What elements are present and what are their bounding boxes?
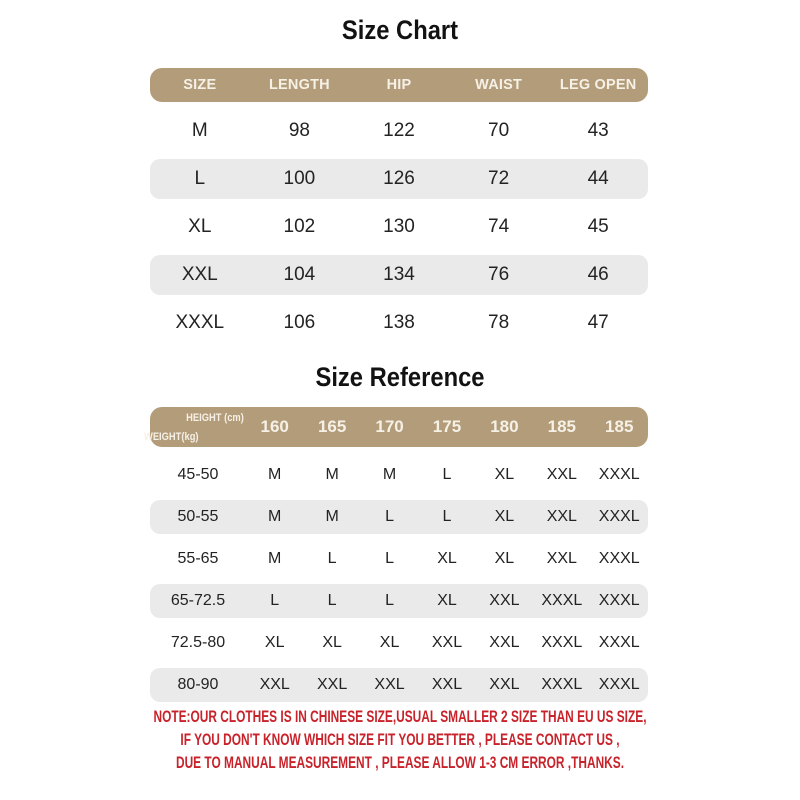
height-col-185a: 185 <box>547 417 576 436</box>
note-line-3: DUE TO MANUAL MEASUREMENT , PLEASE ALLOW 1-3 CM ERROR ,THANKS. <box>175 753 625 772</box>
size-chart-title: Size Chart <box>341 15 459 45</box>
size-value: XXL <box>317 676 348 693</box>
size-value: XXL <box>374 676 405 693</box>
height-col-175: 175 <box>432 417 462 436</box>
height-col-180: 180 <box>490 417 519 436</box>
size-cell: M <box>191 120 208 141</box>
size-reference-header-row <box>144 407 648 447</box>
size-chart-table <box>150 68 648 351</box>
leg-open-cell: 45 <box>587 216 609 237</box>
size-value: XXXL <box>541 634 583 651</box>
reference-row-80-90 <box>150 668 648 702</box>
note-line-1: NOTE:OUR CLOTHES IS IN CHINESE SIZE,USUAL SMALLER 2 SIZE THAN EU US SIZE, <box>153 707 647 726</box>
size-chart-header-row <box>150 68 648 102</box>
size-value: M <box>268 508 282 525</box>
size-value: XL <box>437 550 457 567</box>
weight-range-label: 55-65 <box>177 550 219 567</box>
size-value: L <box>442 508 452 525</box>
table-row-xl <box>150 207 648 247</box>
waist-cell: 72 <box>488 168 510 189</box>
size-cell: XXXL <box>175 312 225 333</box>
size-value: M <box>382 466 397 483</box>
waist-cell: 78 <box>488 312 510 333</box>
size-value: XXXL <box>598 466 640 483</box>
size-value: XXL <box>259 676 290 693</box>
size-value: XXXL <box>541 676 583 693</box>
weight-range-label: 72.5-80 <box>170 634 226 651</box>
waist-cell: 76 <box>488 264 510 285</box>
size-value: XXL <box>546 466 577 483</box>
reference-row-55-65 <box>150 542 648 576</box>
size-chart-body <box>150 111 648 343</box>
waist-cell: 74 <box>488 216 510 237</box>
size-cell: L <box>194 168 206 189</box>
size-value: XXXL <box>598 676 640 693</box>
table-row-xxxl <box>150 303 648 343</box>
size-value: XXL <box>546 550 577 567</box>
size-value: XL <box>494 466 515 483</box>
hip-cell: 134 <box>383 264 415 285</box>
height-col-170: 170 <box>375 417 404 436</box>
size-value: XXXL <box>541 592 583 609</box>
header-waist: WAIST <box>475 77 523 93</box>
size-value: XXL <box>431 634 463 651</box>
size-value: XL <box>264 634 285 651</box>
table-row-m <box>150 111 648 151</box>
height-col-160: 160 <box>260 417 289 436</box>
hip-cell: 138 <box>383 312 415 333</box>
note-line-2: IF YOU DON'T KNOW WHICH SIZE FIT YOU BETTER , PLEASE CONTACT US , <box>180 730 620 749</box>
waist-cell: 70 <box>488 120 510 141</box>
size-value: M <box>325 508 339 525</box>
hip-cell: 130 <box>383 216 415 237</box>
header-size: SIZE <box>183 77 217 93</box>
height-col-185b: 185 <box>605 417 634 436</box>
size-value: M <box>268 466 282 483</box>
size-value: L <box>385 508 394 525</box>
reference-row-65-72-5 <box>150 584 648 618</box>
size-value: XL <box>379 634 400 651</box>
size-value: XXXL <box>598 634 640 651</box>
hip-cell: 126 <box>383 168 415 189</box>
size-reference-title: Size Reference <box>315 362 485 392</box>
leg-open-cell: 44 <box>587 168 609 189</box>
leg-open-cell: 43 <box>587 120 609 141</box>
size-value: L <box>270 592 280 609</box>
table-row-xxl <box>150 255 648 295</box>
size-value: M <box>268 550 282 567</box>
size-value: L <box>385 550 394 567</box>
reference-row-50-55 <box>150 500 648 534</box>
size-value: M <box>325 466 339 483</box>
size-value: L <box>327 550 337 567</box>
size-value: XXXL <box>598 592 640 609</box>
size-value: XXL <box>489 676 520 693</box>
hip-cell: 122 <box>383 120 415 141</box>
size-value: L <box>385 592 394 609</box>
height-unit-label: HEIGHT (cm) <box>186 412 244 424</box>
size-value: XL <box>494 508 515 525</box>
size-value: XXL <box>546 508 577 525</box>
size-value: XL <box>322 634 342 651</box>
size-reference-body <box>150 458 648 702</box>
length-cell: 98 <box>288 120 310 141</box>
weight-unit-label: WEIGHT(kg) <box>144 431 199 443</box>
weight-range-label: 50-55 <box>177 508 219 525</box>
length-cell: 102 <box>283 216 316 237</box>
leg-open-cell: 47 <box>587 312 609 333</box>
size-value: L <box>442 466 452 483</box>
size-value: XL <box>494 550 515 567</box>
size-cell: XXL <box>181 264 218 285</box>
length-cell: 104 <box>283 264 316 285</box>
size-note <box>0 705 800 774</box>
header-hip: HIP <box>386 77 412 93</box>
leg-open-cell: 46 <box>587 264 609 285</box>
size-value: XXXL <box>598 550 640 567</box>
length-cell: 100 <box>283 168 316 189</box>
size-value: XL <box>437 592 457 609</box>
height-weight-corner-cell <box>144 407 246 447</box>
reference-row-45-50 <box>150 458 648 492</box>
weight-range-label: 80-90 <box>177 676 219 693</box>
size-value: XXL <box>489 592 520 609</box>
length-cell: 106 <box>283 312 316 333</box>
size-reference-table <box>144 407 648 710</box>
reference-row-72-5-80 <box>150 626 648 660</box>
weight-range-label: 45-50 <box>177 466 219 483</box>
size-value: XXXL <box>598 508 640 525</box>
header-leg-open: LEG OPEN <box>559 77 637 93</box>
size-value: XXL <box>489 634 520 651</box>
weight-range-label: 65-72.5 <box>170 592 226 609</box>
size-value: L <box>327 592 337 609</box>
size-cell: XL <box>188 216 212 237</box>
height-col-165: 165 <box>317 417 347 436</box>
table-row-l <box>150 159 648 199</box>
size-value: XXL <box>431 676 463 693</box>
header-length: LENGTH <box>268 77 330 93</box>
